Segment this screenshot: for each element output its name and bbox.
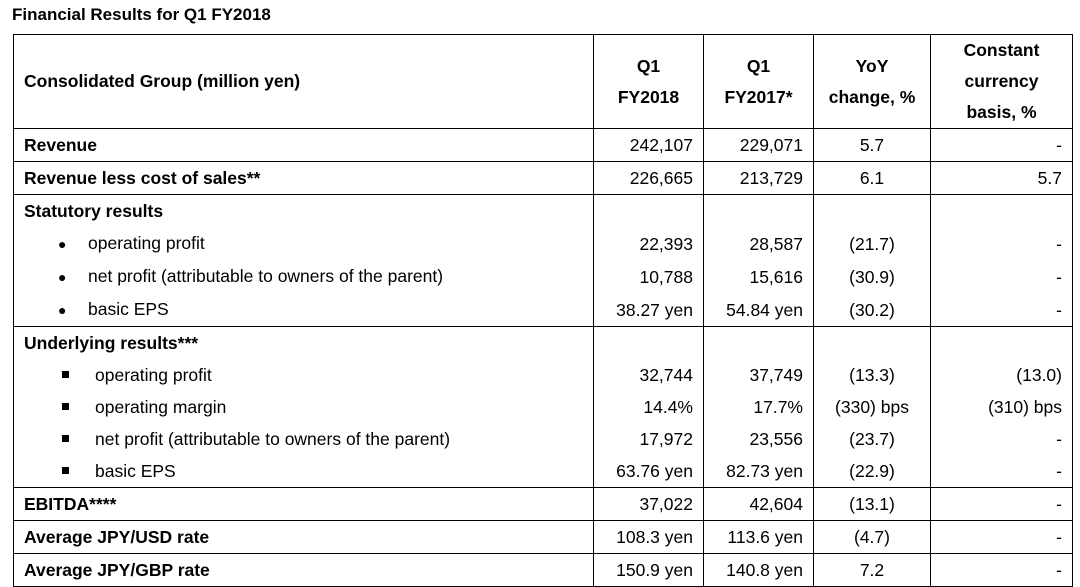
table-row: net profit (attributable to owners of the parent) 17,972 23,556 (23.7) - xyxy=(14,423,1073,455)
square-bullet-icon xyxy=(62,435,69,442)
section-statutory-results: Statutory results xyxy=(14,195,1073,228)
financial-results-table xyxy=(13,34,1073,587)
table-row-ebitda: EBITDA**** 37,022 42,604 (13.1) - xyxy=(14,488,1073,521)
square-bullet-icon xyxy=(62,371,69,378)
page-title: Financial Results for Q1 FY2018 xyxy=(12,5,271,24)
bullet-icon: ● xyxy=(58,236,67,252)
table-row: operating profit 32,744 37,749 (13.3) (13.0) xyxy=(14,359,1073,391)
table-row-revenue-less-cost: Revenue less cost of sales** 226,665 213,729 6.1 5.7 xyxy=(14,162,1073,195)
header-q1-fy2017: Q1 FY2017* xyxy=(704,35,814,129)
header-q1-fy2018: Q1 FY2018 xyxy=(594,35,704,129)
table-row: ● net profit (attributable to owners of the parent) 10,788 15,616 (30.9) - xyxy=(14,260,1073,293)
square-bullet-icon xyxy=(62,467,69,474)
bullet-icon: ● xyxy=(58,302,67,318)
section-underlying-results: Underlying results*** xyxy=(14,327,1073,360)
header-yoy-change: YoY change, % xyxy=(814,35,931,129)
table-row: ● operating profit 22,393 28,587 (21.7) - xyxy=(14,227,1073,260)
bullet-icon: ● xyxy=(58,269,67,285)
table-row: basic EPS 63.76 yen 82.73 yen (22.9) - xyxy=(14,455,1073,488)
table-row-jpy-gbp: Average JPY/GBP rate 150.9 yen 140.8 yen 7.2 - xyxy=(14,554,1073,587)
square-bullet-icon xyxy=(62,403,69,410)
table-row: operating margin 14.4% 17.7% (330) bps (310) bps xyxy=(14,391,1073,423)
header-constant-currency: Constant currency basis, % xyxy=(931,35,1073,129)
table-row: ● basic EPS 38.27 yen 54.84 yen (30.2) - xyxy=(14,293,1073,327)
header-label: Consolidated Group (million yen) xyxy=(14,35,594,129)
header-row xyxy=(14,35,1073,129)
table-row-revenue: Revenue 242,107 229,071 5.7 - xyxy=(14,129,1073,162)
table-row-jpy-usd: Average JPY/USD rate 108.3 yen 113.6 yen (4.7) - xyxy=(14,521,1073,554)
